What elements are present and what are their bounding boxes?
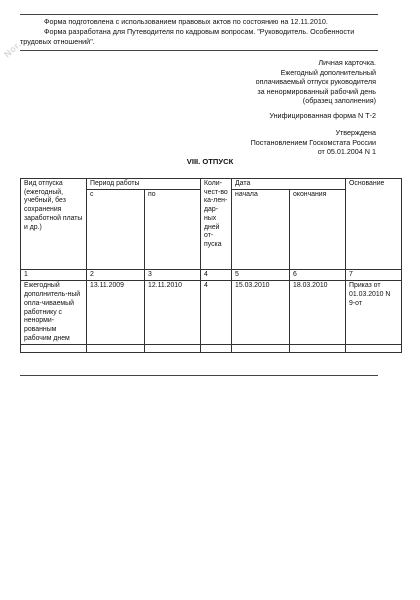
approval-line: Постановлением Госкомстата России (250, 137, 376, 147)
table-header-row (21, 179, 402, 190)
notice-line-1: Форма подготовлена с использованием правовых актов по состоянию на 12.11.2010. (44, 17, 328, 26)
card-title-line: Личная карточка. (318, 58, 376, 67)
empty-cell (87, 345, 145, 353)
column-number: 6 (290, 269, 346, 281)
cell-leave-type: Ежегодный дополнитель-ный опла-чиваемый работнику с ненорми-рованным рабочим днем (21, 281, 87, 345)
cell-period-from: 13.11.2009 (87, 281, 145, 345)
approval-line: Утверждена (335, 128, 376, 137)
header-date-start: начала (232, 189, 290, 269)
source-notice (20, 14, 378, 51)
header-days-count: Коли-чест-во ка-лен-дар-ных дней от-пуска (201, 179, 232, 270)
column-number: 1 (21, 269, 87, 281)
header-period-from: с (87, 189, 145, 269)
approval-line: от 05.01.2004 N 1 (317, 147, 376, 157)
column-number: 7 (346, 269, 402, 281)
column-number: 4 (201, 269, 232, 281)
column-number: 2 (87, 269, 145, 281)
table-row (21, 281, 402, 345)
leave-table (20, 178, 402, 353)
card-title-line: оплачиваемый отпуск руководителя (255, 77, 376, 87)
column-number: 3 (145, 269, 201, 281)
section-title: VIII. ОТПУСК (186, 157, 234, 166)
header-work-period: Период работы (87, 179, 201, 190)
empty-cell (290, 345, 346, 353)
card-title-block (256, 58, 376, 106)
empty-cell (145, 345, 201, 353)
card-title-line: (образец заполнения) (302, 96, 376, 106)
cell-date-end: 18.03.2010 (290, 281, 346, 345)
watermark-text: Nor... (2, 34, 28, 60)
cell-days: 4 (201, 281, 232, 345)
empty-cell (232, 345, 290, 353)
empty-cell (201, 345, 232, 353)
empty-cell (346, 345, 402, 353)
bottom-divider (20, 375, 378, 376)
header-date-end: окончания (290, 189, 346, 269)
card-title-line: за ненормированный рабочий день (257, 86, 376, 96)
card-title-line: Ежегодный дополнительный (280, 67, 376, 77)
header-basis: Основание (346, 179, 402, 270)
notice-line-2: Форма разработана для Путеводителя по кадровым вопросам. "Руководитель. Особенности трудовых отношений". (20, 27, 355, 46)
column-number: 5 (232, 269, 290, 281)
approval-block (251, 128, 376, 157)
header-date: Дата (232, 179, 346, 190)
header-leave-type: Вид отпуска (ежегодный, учебный, без сохранения заработной платы и др.) (21, 179, 87, 270)
column-number-row (21, 269, 402, 281)
header-period-to: по (145, 189, 201, 269)
form-name: Унифицированная форма N Т-2 (269, 111, 376, 120)
empty-cell (21, 345, 87, 353)
cell-basis: Приказ от 01.03.2010 N 9-от (346, 281, 402, 345)
table-row-empty (21, 345, 402, 353)
cell-period-to: 12.11.2010 (145, 281, 201, 345)
cell-date-start: 15.03.2010 (232, 281, 290, 345)
